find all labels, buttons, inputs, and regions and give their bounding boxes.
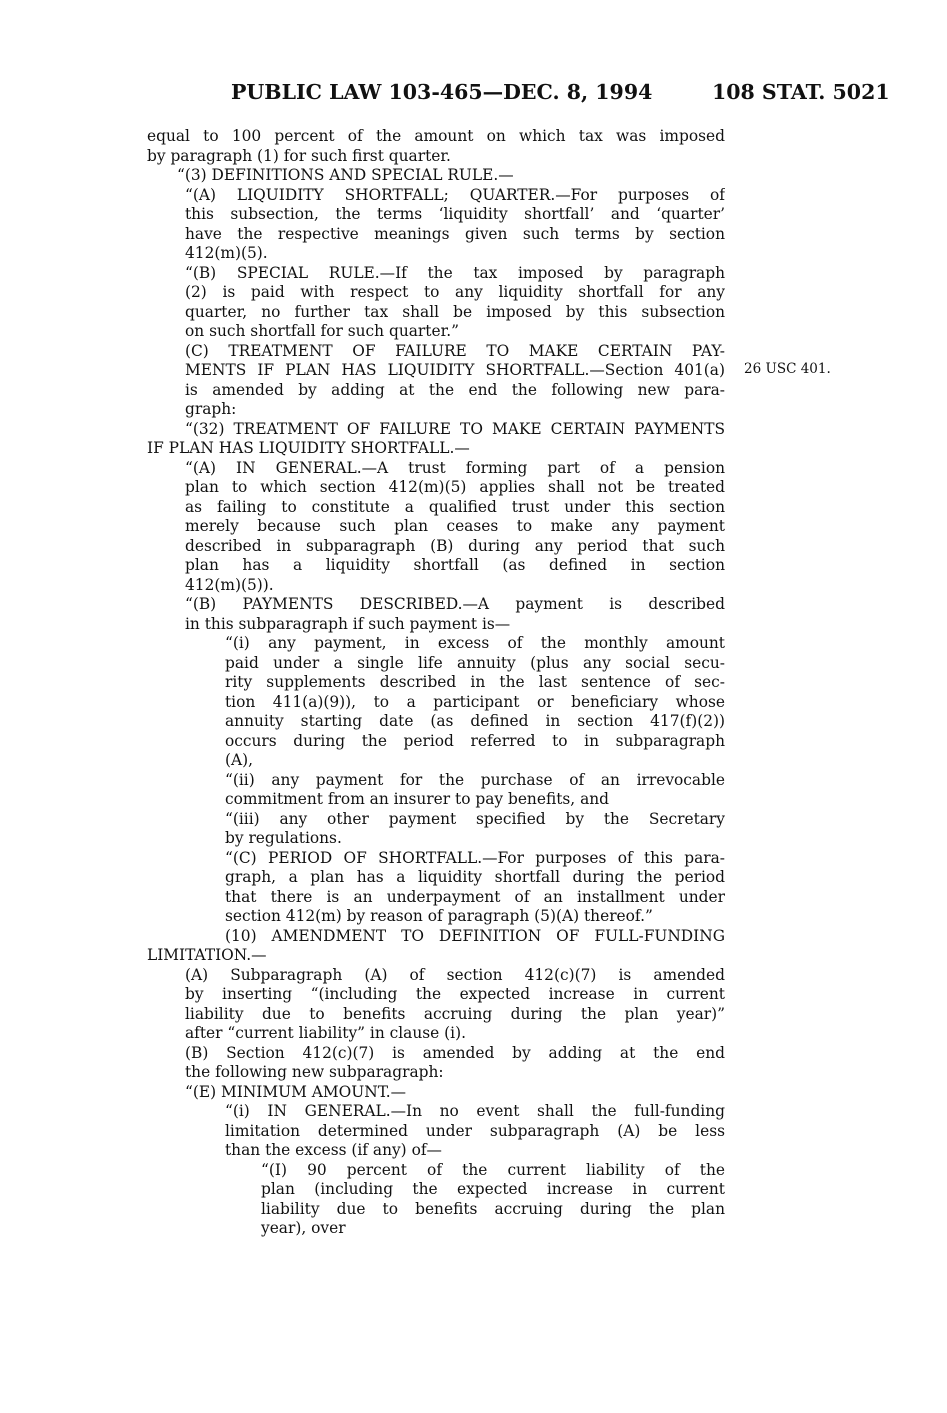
- text-line: plan (including the expected increase in current: [261, 1180, 725, 1198]
- text-line: annuity starting date (as defined in section 417(f)(2)): [225, 712, 725, 730]
- text-line: merely because such plan ceases to make any payment: [185, 517, 725, 535]
- text-line: IF PLAN HAS LIQUIDITY SHORTFALL.—: [147, 439, 470, 457]
- margin-citation: 26 USC 401.: [744, 361, 831, 377]
- statute-text: [147, 127, 725, 1239]
- text-line: this subsection, the terms ‘liquidity shortfall’ and ‘quarter’: [185, 205, 725, 223]
- text-line: paid under a single life annuity (plus any social secu-: [225, 653, 725, 672]
- text-line: “(A) IN GENERAL.—A trust forming part of a pension: [185, 458, 725, 477]
- text-line: have the respective meanings given such terms by section: [185, 224, 725, 243]
- text-line: year), over: [261, 1219, 346, 1237]
- text-line: commitment from an insurer to pay benefits, and: [225, 790, 610, 808]
- text-line: rity supplements described in the last sentence of sec-: [225, 673, 725, 691]
- text-line: equal to 100 percent of the amount on which tax was imposed: [147, 127, 725, 145]
- text-line: in this subparagraph if such payment is—: [185, 614, 511, 633]
- text-line: liability due to benefits accruing during the plan: [261, 1199, 725, 1218]
- text-line: by inserting “(including the expected increase in current: [185, 985, 725, 1003]
- text-line: MENTS IF PLAN HAS LIQUIDITY SHORTFALL.—Section 401(a): [185, 361, 725, 379]
- text-line: after “current liability” in clause (i).: [185, 1024, 466, 1042]
- paragraph-heading: (C) TREATMENT OF FAILURE TO MAKE CERTAIN PAY-: [185, 341, 725, 360]
- text-line: (B) Section 412(c)(7) is amended by adding at the end: [185, 1043, 725, 1062]
- text-line: “(B) SPECIAL RULE.—If the tax imposed by paragraph: [185, 263, 725, 282]
- text-line: is amended by adding at the end the following new para-: [185, 380, 725, 399]
- text-line: the following new subparagraph:: [185, 1063, 444, 1081]
- text-line: “(I) 90 percent of the current liability of the: [261, 1160, 725, 1179]
- text-line: LIMITATION.—: [147, 946, 267, 964]
- text-line: by regulations.: [225, 829, 342, 847]
- text-line: “(iii) any other payment specified by the Secretary: [225, 809, 725, 828]
- statute-page-reference: 108 STAT. 5021: [712, 80, 890, 104]
- text-line: “(ii) any payment for the purchase of an irrevocable: [225, 770, 725, 789]
- text-line: graph:: [185, 400, 237, 418]
- paragraph-heading: “(32) TREATMENT OF FAILURE TO MAKE CERTAIN PAYMENTS: [185, 419, 725, 438]
- text-line: liability due to benefits accruing during the plan year)”: [185, 1004, 725, 1023]
- text-line: that there is an underpayment of an installment under: [225, 887, 725, 906]
- text-line: as failing to constitute a qualified trust under this section: [185, 497, 725, 516]
- text-line: 412(m)(5).: [185, 244, 268, 262]
- text-line: “(i) IN GENERAL.—In no event shall the full-funding: [225, 1102, 725, 1120]
- text-line: “(A) LIQUIDITY SHORTFALL; QUARTER.—For purposes of: [185, 185, 725, 204]
- text-line: “(B) PAYMENTS DESCRIBED.—A payment is described: [185, 595, 725, 613]
- subparagraph-heading: “(E) MINIMUM AMOUNT.—: [185, 1082, 406, 1101]
- text-line: than the excess (if any) of—: [225, 1141, 442, 1159]
- text-line: graph, a plan has a liquidity shortfall during the period: [225, 868, 725, 886]
- text-line: tion 411(a)(9)), to a participant or beneficiary whose: [225, 692, 725, 711]
- text-line: occurs during the period referred to in subparagraph: [225, 731, 725, 750]
- subsection-heading: “(3) DEFINITIONS AND SPECIAL RULE.—: [177, 166, 514, 184]
- text-line: quarter, no further tax shall be imposed by this subsection: [185, 302, 725, 321]
- text-line: on such shortfall for such quarter.”: [185, 322, 459, 340]
- running-title: PUBLIC LAW 103-465—DEC. 8, 1994: [231, 80, 653, 104]
- text-line: limitation determined under subparagraph (A) be less: [225, 1121, 725, 1140]
- text-line: (A) Subparagraph (A) of section 412(c)(7) is amended: [185, 965, 725, 984]
- text-line: section 412(m) by reason of paragraph (5)(A) thereof.”: [225, 907, 653, 925]
- page-header: [0, 80, 947, 114]
- text-line: plan has a liquidity shortfall (as defined in section: [185, 556, 725, 574]
- paragraph-heading: (10) AMENDMENT TO DEFINITION OF FULL-FUNDING: [225, 926, 725, 945]
- text-line: “(C) PERIOD OF SHORTFALL.—For purposes of this para-: [225, 848, 725, 867]
- text-line: described in subparagraph (B) during any period that such: [185, 536, 725, 555]
- text-line: (2) is paid with respect to any liquidity shortfall for any: [185, 283, 725, 301]
- text-line: (A),: [225, 751, 254, 769]
- text-line: plan to which section 412(m)(5) applies shall not be treated: [185, 478, 725, 496]
- text-line: by paragraph (1) for such first quarter.: [147, 146, 451, 165]
- text-line: “(i) any payment, in excess of the monthly amount: [225, 634, 725, 652]
- text-line: 412(m)(5)).: [185, 575, 274, 594]
